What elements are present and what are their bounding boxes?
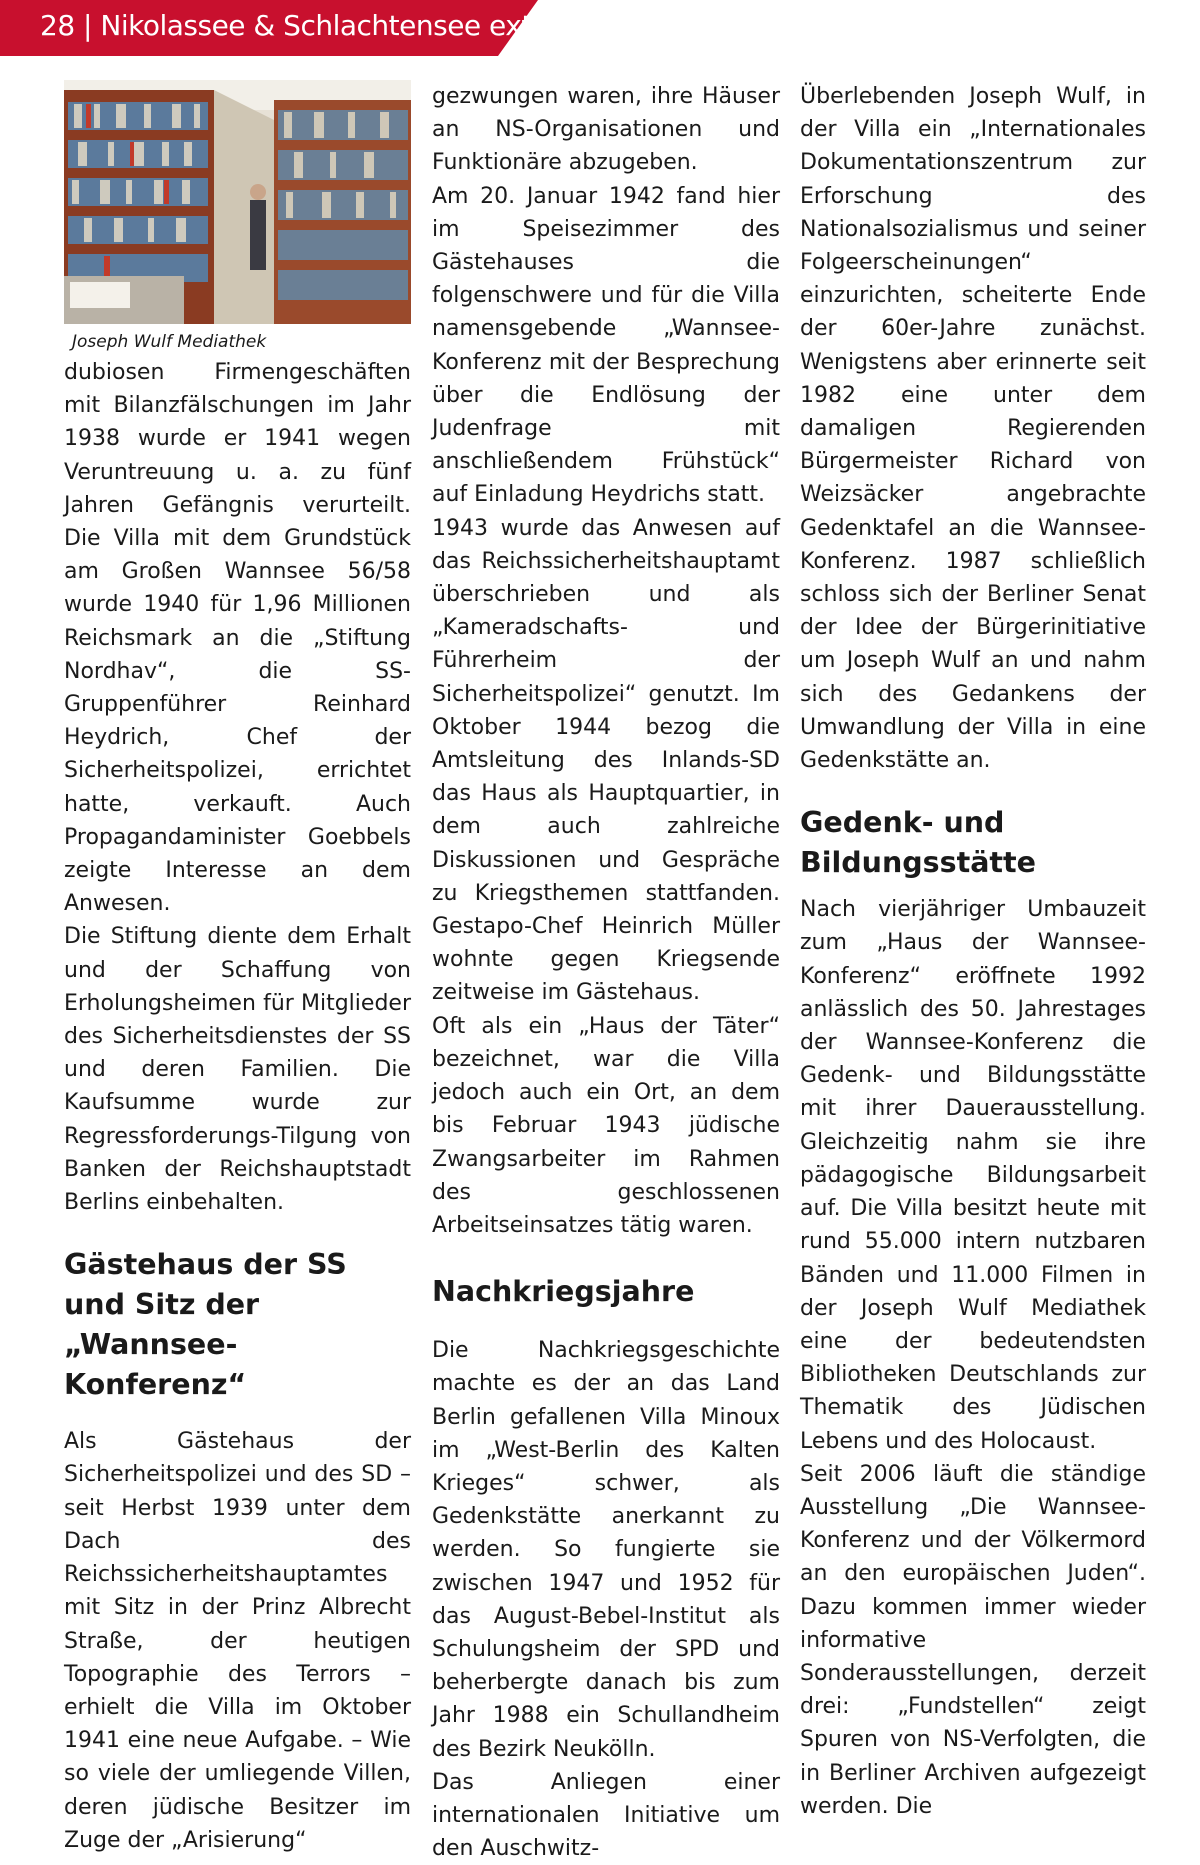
paragraph: Nach vierjähriger Umbauzeit zum „Haus der Wannsee-Konferenz“ eröffnete 1992 anlässlich des 50. Jahrestages der Wannsee-Konferenz die Gedenk- und Bildungsstätte mit ihrer Dauerausstellung. Gleichzeitig nahm sie ihre pädagogische Bildungsarbeit auf. Die Villa besitzt heute mit rund 55.000 intern nutzbaren Bänden und 11.000 Filmen in der Joseph Wulf Mediathek eine der bedeutendsten Bibliotheken Deutschlands zur Thematik des Jüdischen Lebens und des Holocaust. [800, 897, 1146, 1454]
page-number: 28 [40, 9, 75, 42]
banner-text [40, 9, 560, 42]
paragraph: dubiosen Firmengeschäften mit Bilanzfälschungen im Jahr 1938 wurde er 1941 wegen Veruntreuung u. a. zu fünf Jahren Gefängnis verurteilt. Die Villa mit dem Grundstück am Großen Wannsee 56/58 wurde 1940 für 1,96 Millionen Reichsmark an die „Stiftung Nordhav“, die SS-Gruppenführer Reinhard Heydrich, Chef der Sicherheitspolizei, errichtet hatte, verkauft. Auch Propagandaminister Goebbels zeigte Interesse an dem Anwesen. [64, 360, 411, 917]
right-intro-text [800, 80, 1146, 777]
left-intro-text [64, 356, 411, 1219]
photo-caption: Joseph Wulf Mediathek [72, 332, 267, 352]
section-title: Nikolassee & Schlachtensee extra [100, 9, 560, 42]
middle-intro-text [432, 80, 780, 1242]
library-photo [64, 80, 411, 324]
paragraph: Am 20. Januar 1942 fand hier im Speisezimmer des Gästehauses die folgenschwere und für die Villa namensgebende „Wannsee-Konferenz mit der Besprechung über die Endlösung der Judenfrage mit anschließendem Frühstück“ auf Einladung Heydrichs statt. [432, 183, 780, 508]
section-heading-memorial: Gedenk- und Bildungsstätte [800, 806, 1037, 880]
left-section-text [64, 1425, 411, 1857]
paragraph: 1943 wurde das Anwesen auf das Reichssicherheitshauptamt überschrieben und als „Kameradschafts- und Führerheim der Sicherheitspolizei“ genutzt. Im Oktober 1944 bezog die Amtsleitung des Inlands-SD das Haus als Hauptquartier, in dem auch zahlreiche Diskussionen und Gespräche zu Kriegsthemen stattfanden. Gestapo-Chef Heinrich Müller wohnte gegen Kriegsende zeitweise im Gästehaus. [432, 515, 780, 1006]
paragraph: Die Nachkriegsgeschichte machte es der an das Land Berlin gefallenen Villa Minoux im „West-Berlin des Kalten Krieges“ schwer, als Gedenkstätte anerkannt zu werden. So fungierte sie zwischen 1947 und 1952 für das August-Bebel-Institut als Schulungsheim der SPD und beherbergte danach bis zum Jahr 1988 ein Schullandheim des Bezirk Neukölln. [432, 1338, 780, 1762]
library-photo-icon [64, 80, 411, 324]
paragraph: Seit 2006 läuft die ständige Ausstellung „Die Wannsee-Konferenz und der Völkermord an den europäischen Juden“. Dazu kommen immer wieder informative Sonderausstellungen, derzeit drei: „Fundstellen“ zeigt Spuren von NS-Verfolgten, die in Berliner Archiven aufgezeigt werden. Die [800, 1461, 1146, 1819]
paragraph: Die Stiftung diente dem Erhalt und der Schaffung von Erholungsheimen für Mitglieder des Sicherheitsdienstes der SS und deren Familien. Die Kaufsumme wurde zur Regressforderungs-Tilgung von Banken der Reichshauptstadt Berlins einbehalten. [64, 924, 411, 1216]
right-column [800, 80, 1146, 1823]
paragraph: Als Gästehaus der Sicherheitspolizei und des SD – seit Herbst 1939 unter dem Dach des Reichssicherheitshauptamtes mit Sitz in der Prinz Albrecht Straße, der heutigen Topographie des Terrors – erhielt die Villa im Oktober 1941 eine neue Aufgabe. – Wie so viele der umliegende Villen, deren jüdische Besitzer im Zuge der „Arisierung“ [64, 1429, 411, 1853]
right-section-text [800, 893, 1146, 1823]
banner-separator: | [83, 9, 92, 42]
paragraph: gezwungen waren, ihre Häuser an NS-Organisationen und Funktionäre abzugeben. [432, 84, 780, 176]
middle-column [432, 80, 780, 1865]
section-heading-guesthouse: Gästehaus der SS und Sitz der „Wannsee-Konferenz“ [64, 1248, 347, 1402]
section-header-banner [0, 0, 560, 56]
paragraph: Das Anliegen einer internationalen Initiative um den Auschwitz- [432, 1769, 780, 1862]
paragraph: Oft als ein „Haus der Täter“ bezeichnet, war die Villa jedoch auch ein Ort, an dem bis Februar 1943 jüdische Zwangsarbeiter im Rahmen des geschlossenen Arbeitseinsatzes tätig waren. [432, 1013, 780, 1238]
left-column [64, 80, 411, 1857]
middle-section-text [432, 1334, 780, 1865]
paragraph: Überlebenden Joseph Wulf, in der Villa ein „Internationales Dokumentationszentrum zur Erforschung des Nationalsozialismus und seiner Folgeerscheinungen“ einzurichten, scheiterte Ende der 60er-Jahre zunächst. Wenigstens aber erinnerte seit 1982 eine unter dem damaligen Regierenden Bürgermeister Richard von Weizsäcker angebrachte Gedenktafel an die Wannsee-Konferenz. 1987 schließlich schloss sich der Berliner Senat der Idee der Bürgerinitiative um Joseph Wulf an und nahm sich des Gedankens der Umwandlung der Villa in eine Gedenkstätte an. [800, 84, 1146, 774]
section-heading-postwar: Nachkriegsjahre [432, 1275, 695, 1309]
